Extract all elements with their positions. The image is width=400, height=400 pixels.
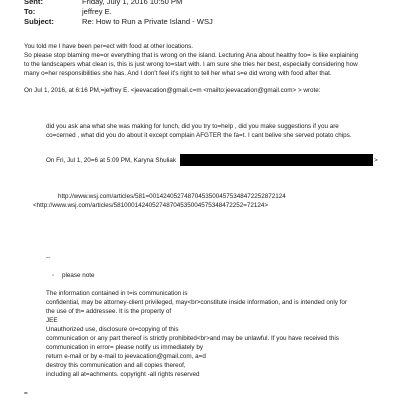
to-label: To:: [24, 7, 36, 16]
notice-line: including all at=achments. copyright -all rights reserved: [46, 371, 200, 378]
subject-value: Re: How to Run a Private Island - WSJ: [82, 17, 213, 26]
quoted-line: co=cerned , what did you do about it except complain AFGTER the fa=t. I cant belive she served potato chips.: [46, 132, 352, 139]
signature-separator: --: [46, 254, 51, 261]
body-line: So please stop blaming me=or everything that is wrong on the island. Lecturing Ana about healthy foo= is like explaining: [24, 52, 359, 59]
body-line: to the landscapers what clean is, this is just wrong to=start with. I am sure she tries her best, especially considering how: [24, 61, 358, 68]
notice-line: destroy this communication and all copies thereof,: [46, 362, 186, 369]
sent-row: [24, 0, 182, 7]
article-link[interactable]: <http://www.wsj.com/articles/5810001424052748704535004575348472252=72124>: [33, 202, 269, 209]
body-line: You told me I have been per=ect with food at other locations.: [24, 43, 194, 50]
subject-row: [24, 17, 213, 27]
body-line: many o=her responsibilities she has. And I don't feel it's right to tell her what s=e did wrong with food after that.: [24, 70, 332, 77]
sent-value: Friday, July 1, 2016 10:50 PM: [82, 0, 183, 6]
subject-label: Subject:: [24, 17, 54, 26]
notice-line: The information contained in t=is communication is: [46, 290, 188, 297]
quoted-line: did you ask ana what she was making for lunch, did you try to=help , did you make suggestions if you are: [46, 123, 339, 130]
notice-line: communication or any part thereof is strictly prohibited<br>and may be unlawful. If you have received this: [46, 335, 339, 342]
quote-header: On Jul 1, 2016, at 6:16 PM,=jeffrey E. <jeevacation@gmail.c=m <mailto:jeevacation@gmail.com> > wrote:: [24, 87, 321, 94]
to-value: jeffrey E.: [82, 7, 112, 16]
quote-header: On Fri, Jul 1, 20=6 at 5:09 PM, Karyna Shuliak: [46, 157, 177, 164]
quote-header-end: >: [374, 157, 378, 164]
article-link[interactable]: http://www.wsj.com/articles/581=001424052748704535004575348472252872124: [58, 193, 286, 200]
notice-line: communication in error= please notify us immediately by: [46, 344, 203, 351]
notice-line: confidential, may be attorney-client privileged, may<br>constitute inside information, and is intended only for: [46, 299, 348, 306]
notice-line: the use of th= addressee. It is the property of: [46, 308, 172, 315]
notice-line: return e-mail or by e-mail to jeevacation@gmail.com, a=d: [46, 353, 206, 360]
sent-label: Sent:: [24, 0, 43, 6]
to-row: [24, 7, 112, 17]
please-note: please note: [62, 272, 95, 279]
redaction-bar: [180, 154, 373, 166]
bullet-icon: ◦: [52, 272, 55, 279]
notice-line: Unauthorized use, disclosure or=copying of this: [46, 326, 179, 333]
notice-line: JEE: [46, 317, 58, 324]
end-mark: =: [24, 390, 28, 397]
